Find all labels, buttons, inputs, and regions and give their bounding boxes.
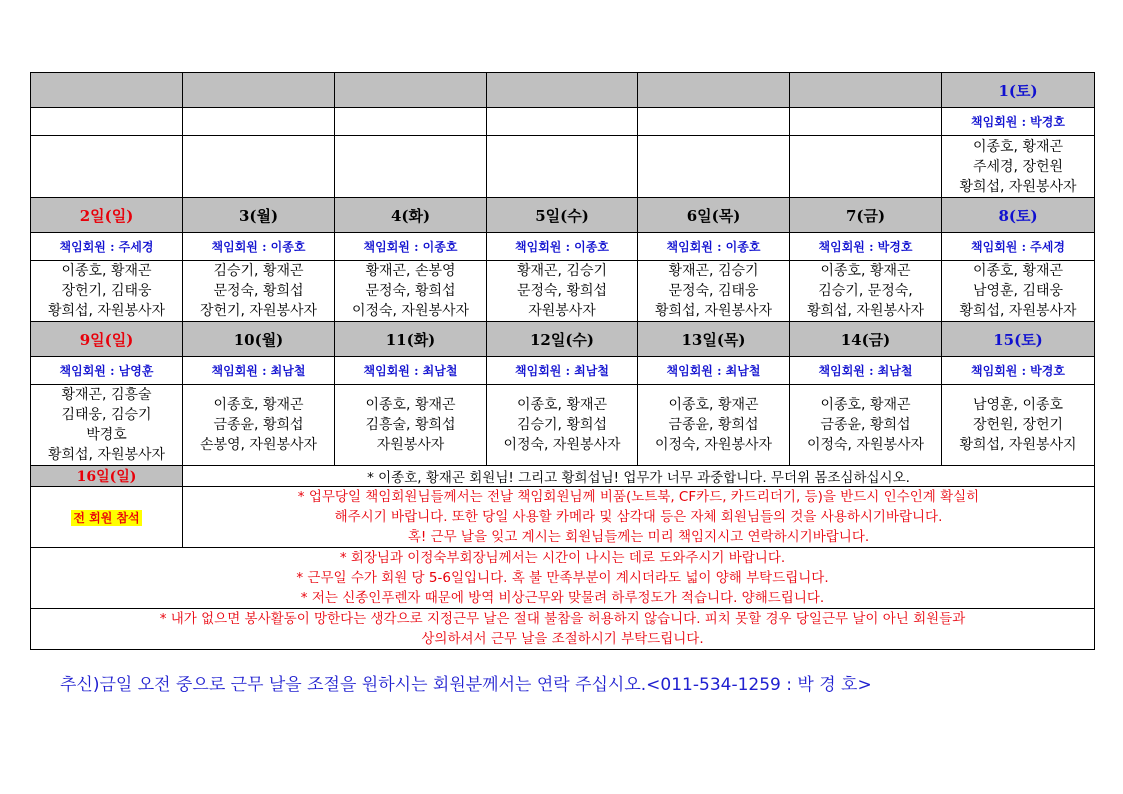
member-line: 김승기, 문정숙, xyxy=(818,283,913,299)
day-header xyxy=(183,73,335,108)
member-list xyxy=(790,385,942,466)
member-list xyxy=(638,261,790,322)
member-list xyxy=(183,261,335,322)
member-line: 문정숙, 김태웅 xyxy=(668,283,759,299)
responsible-member: 책임회원 : 최남철 xyxy=(638,357,790,385)
member-line: 금종윤, 황희섭 xyxy=(213,417,304,433)
member-line: 황재곤, 손봉영 xyxy=(365,263,456,279)
responsible-member: 책임회원 : 남영훈 xyxy=(31,357,183,385)
notice-line: 해주시기 바랍니다. 또한 당일 사용할 카메라 및 삼각대 등은 자체 회원님들의 것을 사용하시기바랍니다. xyxy=(334,509,943,525)
day-header xyxy=(638,73,790,108)
notice-line: * 업무당일 책임회원님들께서는 전날 책임회원님께 비품(노트북, CF카드, 카드리더기, 등)을 반드시 인수인계 확실히 xyxy=(297,489,980,505)
member-list xyxy=(31,136,183,198)
responsible-member: 책임회원 : 박경호 xyxy=(942,357,1095,385)
day-header: 4(화) xyxy=(335,198,487,233)
member-line: 이정숙, 자원봉사자 xyxy=(503,437,621,453)
member-list xyxy=(31,385,183,466)
member-line: 장헌기, 김태웅 xyxy=(61,283,152,299)
member-line: 이종호, 황재곤 xyxy=(516,397,608,413)
volunteer-schedule-table xyxy=(30,72,1095,650)
member-line: 남영훈, 이종호 xyxy=(972,397,1064,413)
notice-block-b xyxy=(31,548,1095,609)
member-list xyxy=(335,385,487,466)
day-header: 13일(목) xyxy=(638,322,790,357)
day-header: 3(월) xyxy=(183,198,335,233)
member-line: 이종호, 황재곤 xyxy=(972,263,1064,279)
responsible-member xyxy=(335,108,487,136)
member-list xyxy=(790,136,942,198)
member-line: 이종호, 황재곤 xyxy=(213,397,304,413)
member-list xyxy=(335,136,487,198)
member-list xyxy=(942,261,1095,322)
responsible-member: 책임회원 : 이종호 xyxy=(335,233,487,261)
notice-line: * 근무일 수가 회원 당 5-6일입니다. 혹 불 만족부분이 계시더라도 넓이 양해 부탁드립니다. xyxy=(296,570,829,586)
member-line: 장헌기, 자원봉사자 xyxy=(199,303,318,319)
member-line: 이종호, 황재곤 xyxy=(972,138,1064,155)
day-header: 2일(일) xyxy=(31,198,183,233)
member-line: 자원봉사자 xyxy=(376,437,445,453)
day-header: 15(토) xyxy=(942,322,1095,357)
notice-block-a xyxy=(183,487,1095,548)
member-line: 장헌원, 장헌기 xyxy=(972,417,1064,433)
day-header: 10(월) xyxy=(183,322,335,357)
member-list xyxy=(183,385,335,466)
notice-line: * 저는 신종인푸렌자 때문에 방역 비상근무와 맞물려 하루정도가 적습니다. 양해드립니다. xyxy=(300,590,825,606)
member-line: 김흥술, 황희섭 xyxy=(365,417,456,433)
member-list xyxy=(487,261,638,322)
day-header xyxy=(31,73,183,108)
member-list xyxy=(183,136,335,198)
member-list xyxy=(942,385,1095,466)
responsible-member xyxy=(31,108,183,136)
member-line: 주세경, 장헌원 xyxy=(972,158,1064,175)
member-line: 금종윤, 황희섭 xyxy=(668,417,759,433)
responsible-member: 책임회원 : 이종호 xyxy=(487,233,638,261)
day-header-16: 16일(일) xyxy=(31,466,183,487)
responsible-member: 책임회원 : 주세경 xyxy=(942,233,1095,261)
member-line: 황재곤, 김승기 xyxy=(516,263,608,279)
day-header: 6일(목) xyxy=(638,198,790,233)
member-list xyxy=(638,385,790,466)
member-line: 이종호, 황재곤 xyxy=(61,263,152,279)
day-header: 1(토) xyxy=(942,73,1095,108)
responsible-member xyxy=(487,108,638,136)
member-line: 김승기, 황희섭 xyxy=(516,417,608,433)
all-members-cell xyxy=(31,487,183,548)
responsible-member xyxy=(638,108,790,136)
responsible-member: 책임회원 : 최남철 xyxy=(183,357,335,385)
day16-notice: * 이종호, 황재곤 회원님! 그리고 황희섭님! 업무가 너무 과중합니다. 무더위 몸조심하십시오. xyxy=(183,466,1095,487)
member-line: 황희섭, 자원봉사자 xyxy=(654,303,773,319)
member-line: 이정숙, 자원봉사자 xyxy=(351,303,470,319)
responsible-member: 책임회원 : 박경호 xyxy=(942,108,1095,136)
member-line: 이정숙, 자원봉사자 xyxy=(654,437,773,453)
notice-block-c xyxy=(31,609,1095,650)
member-line: 황희섭, 자원봉사자 xyxy=(47,303,166,319)
member-list xyxy=(942,136,1095,198)
all-members-label: 전 회원 참석 xyxy=(73,510,140,525)
responsible-member: 책임회원 : 주세경 xyxy=(31,233,183,261)
member-line: 문정숙, 황희섭 xyxy=(516,283,608,299)
day-header: 8(토) xyxy=(942,198,1095,233)
member-line: 문정숙, 황희섭 xyxy=(213,283,304,299)
member-list xyxy=(487,136,638,198)
member-line: 금종윤, 황희섭 xyxy=(820,417,911,433)
responsible-member xyxy=(790,108,942,136)
member-list xyxy=(335,261,487,322)
member-list xyxy=(31,261,183,322)
responsible-member xyxy=(183,108,335,136)
day-header xyxy=(335,73,487,108)
member-line: 황희섭, 자원봉사자 xyxy=(806,303,925,319)
day-header: 9일(일) xyxy=(31,322,183,357)
day-header: 14(금) xyxy=(790,322,942,357)
member-line: 황희섭, 자원봉사지 xyxy=(959,437,1077,453)
member-list xyxy=(790,261,942,322)
member-line: 황희섭, 자원봉사자 xyxy=(47,447,166,463)
footer-note: 추신)금일 오전 중으로 근무 날을 조절을 원하시는 회원분께서는 연락 주십시오.<011-534-1259 : 박 경 호> xyxy=(60,675,872,695)
member-line: 박경호 xyxy=(86,427,127,443)
member-line: 이종호, 황재곤 xyxy=(668,397,759,413)
member-line: 이종호, 황재곤 xyxy=(820,397,911,413)
member-line: 손봉영, 자원봉사자 xyxy=(199,437,318,453)
day-header: 7(금) xyxy=(790,198,942,233)
member-line: 황희섭, 자원봉사자 xyxy=(959,178,1077,195)
responsible-member: 책임회원 : 이종호 xyxy=(638,233,790,261)
member-line: 자원봉사자 xyxy=(528,303,596,319)
member-line: 김태웅, 김승기 xyxy=(61,407,152,423)
member-list xyxy=(638,136,790,198)
day-header: 12일(수) xyxy=(487,322,638,357)
responsible-member: 책임회원 : 최남철 xyxy=(790,357,942,385)
day-header: 5일(수) xyxy=(487,198,638,233)
day-header: 11(화) xyxy=(335,322,487,357)
member-line: 문정숙, 황희섭 xyxy=(365,283,456,299)
member-list xyxy=(487,385,638,466)
responsible-member: 책임회원 : 최남철 xyxy=(487,357,638,385)
notice-line: * 회장님과 이정숙부회장님께서는 시간이 나시는 데로 도와주시기 바랍니다. xyxy=(339,550,786,566)
responsible-member: 책임회원 : 이종호 xyxy=(183,233,335,261)
notice-line: * 내가 없으면 봉사활동이 망한다는 생각으로 지정근무 날은 절대 불참을 허용하지 않습니다. 피치 못할 경우 당일근무 날이 아닌 회원들과 xyxy=(159,611,966,627)
responsible-member: 책임회원 : 박경호 xyxy=(790,233,942,261)
member-line: 김승기, 황재곤 xyxy=(213,263,304,279)
member-line: 남영훈, 김태웅 xyxy=(972,283,1064,299)
notice-line: 상의하셔서 근무 날을 조절하시기 부탁드립니다. xyxy=(421,631,704,647)
member-line: 황희섭, 자원봉사자 xyxy=(959,303,1077,319)
member-line: 황재곤, 김흥술 xyxy=(61,387,152,403)
day-header xyxy=(790,73,942,108)
day-header xyxy=(487,73,638,108)
member-line: 이정숙, 자원봉사자 xyxy=(806,437,925,453)
member-line: 황재곤, 김승기 xyxy=(668,263,759,279)
member-line: 이종호, 황재곤 xyxy=(820,263,911,279)
member-line: 이종호, 황재곤 xyxy=(365,397,456,413)
responsible-member: 책임회원 : 최남철 xyxy=(335,357,487,385)
notice-line: 혹! 근무 날을 잊고 계시는 회원님들께는 미리 책임지시고 연락하시기바랍니다. xyxy=(407,529,870,545)
